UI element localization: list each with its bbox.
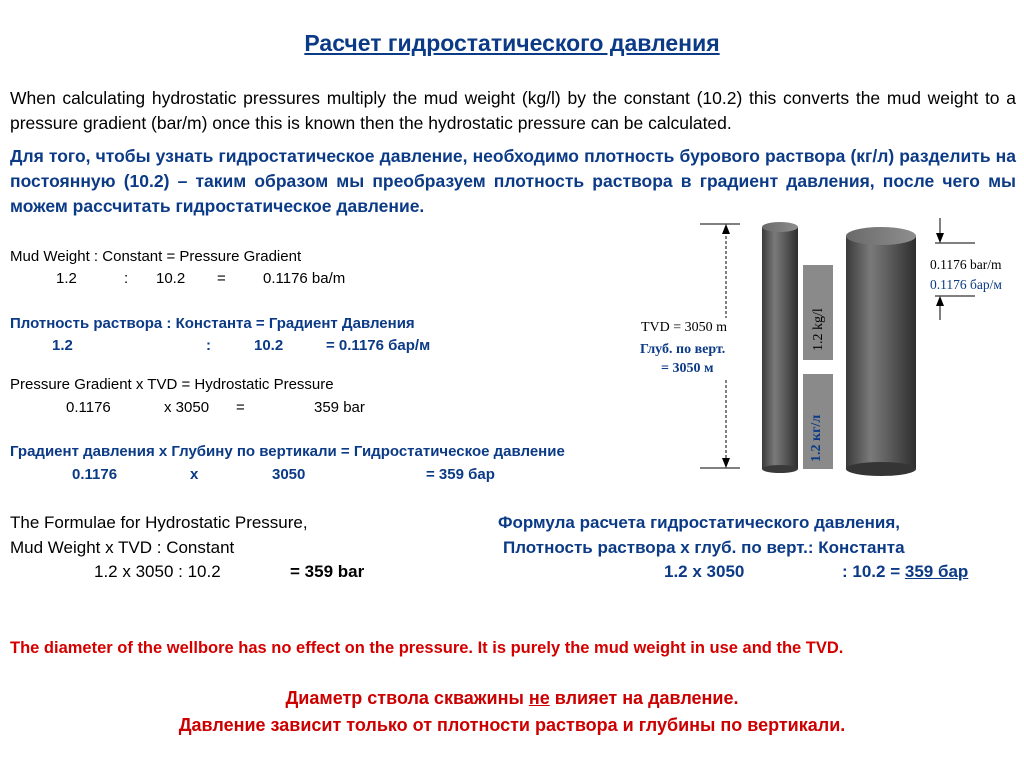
calc1-op2: = <box>217 270 226 287</box>
page-title: Расчет гидростатического давления <box>304 30 720 56</box>
formula-ru-result: 359 бар <box>904 562 969 581</box>
calc2-value1: 0.1176 <box>66 399 111 416</box>
calc1-result: 0.1176 ba/m <box>263 270 346 287</box>
calc1-ru-result: = 0.1176 бар/м <box>326 337 431 354</box>
formula-en-line2: Mud Weight x TVD : Constant <box>10 538 235 557</box>
mud-weight-label-ru: 1.2 кг/л <box>809 414 824 462</box>
calc2-op2: = <box>236 399 245 416</box>
tvd-label-en: TVD = 3050 m <box>641 320 728 335</box>
calc1-value1: 1.2 <box>56 270 77 287</box>
gradient-label-ru: 0.1176 бар/м <box>930 277 1002 292</box>
formula-en-result-value: 359 bar <box>304 562 365 581</box>
calc1-value2: 10.2 <box>156 270 186 287</box>
calc1-op1: : <box>124 270 129 287</box>
intro-english: When calculating hydrostatic pressures multiply the mud weight (kg/l) by the constant (10.2) this converts the mud weight to a pressure gradient (bar/m) once this is known then the hydrostatic pressure can be calculated. <box>10 88 1016 133</box>
formula-ru-line2: Плотность раствора x глуб. по верт.: Константа <box>503 538 905 557</box>
calc2-ru-value1: 0.1176 <box>72 466 118 483</box>
intro-russian: Для того, чтобы узнать гидростатическое давление, необходимо плотность бурового раствора (кг/л) разделить на постоянную (10.2) – таким образом мы преобразуем плотность раствора в градиент давления, после чего мы можем рассчитать гидростатическое давление. <box>10 146 1016 216</box>
calc2-ru-result: = 359 бар <box>426 466 495 483</box>
calc1-ru-op1: : <box>206 337 211 354</box>
gradient-label-en: 0.1176 bar/m <box>930 257 1002 272</box>
calc2-ru-value2: 3050 <box>272 466 306 483</box>
formula-ru-line3b <box>842 562 968 582</box>
tvd-label-ru-line2: = 3050 м <box>661 361 714 376</box>
mud-weight-label-en: 1.2 kg/l <box>811 308 826 351</box>
calc1-ru-value2: 10.2 <box>254 337 284 354</box>
calc1-ru-header: Плотность раствора : Константа = Градиент Давления <box>10 315 415 332</box>
formula-en-result-prefix: = <box>290 562 305 581</box>
conclusion-line1-a: Диаметр ствола скважины <box>285 688 529 708</box>
formula-en-result <box>290 562 364 582</box>
calc2-op1: x 3050 <box>164 399 210 416</box>
tvd-label-ru-line1: Глуб. по верт. <box>640 342 726 357</box>
calc2-result: 359 bar <box>314 399 365 416</box>
conclusion-line1 <box>0 688 1024 709</box>
calc2-ru-op1: x <box>190 466 199 483</box>
formula-en-line1: The Formulae for Hydrostatic Pressure, <box>10 513 308 532</box>
calc2-header: Pressure Gradient x TVD = Hydrostatic Pressure <box>10 376 334 393</box>
conclusion-line1-b: влияет на давление. <box>549 688 739 708</box>
narrow-pipe <box>762 222 798 473</box>
wide-pipe <box>846 227 916 476</box>
calc2-ru-header: Градиент давления x Глубину по вертикали = Гидростатическое давление <box>10 443 565 460</box>
conclusion-line1-underlined: не <box>528 688 550 708</box>
calc1-header: Mud Weight : Constant = Pressure Gradient <box>10 248 302 265</box>
formula-ru-line3b-text: : 10.2 = <box>842 562 905 581</box>
conclusion-line2: Давление зависит только от плотности раствора и глубины по вертикали. <box>178 715 846 735</box>
calc1-ru-value1: 1.2 <box>52 337 73 354</box>
formula-en-line3: 1.2 x 3050 : 10.2 <box>94 562 221 581</box>
formula-ru-line3a: 1.2 x 3050 <box>664 562 745 581</box>
formula-ru-line1: Формула расчета гидростатического давления, <box>498 513 900 532</box>
note-english: The diameter of the wellbore has no effect on the pressure. It is purely the mud weight in use and the TVD. <box>10 639 844 657</box>
